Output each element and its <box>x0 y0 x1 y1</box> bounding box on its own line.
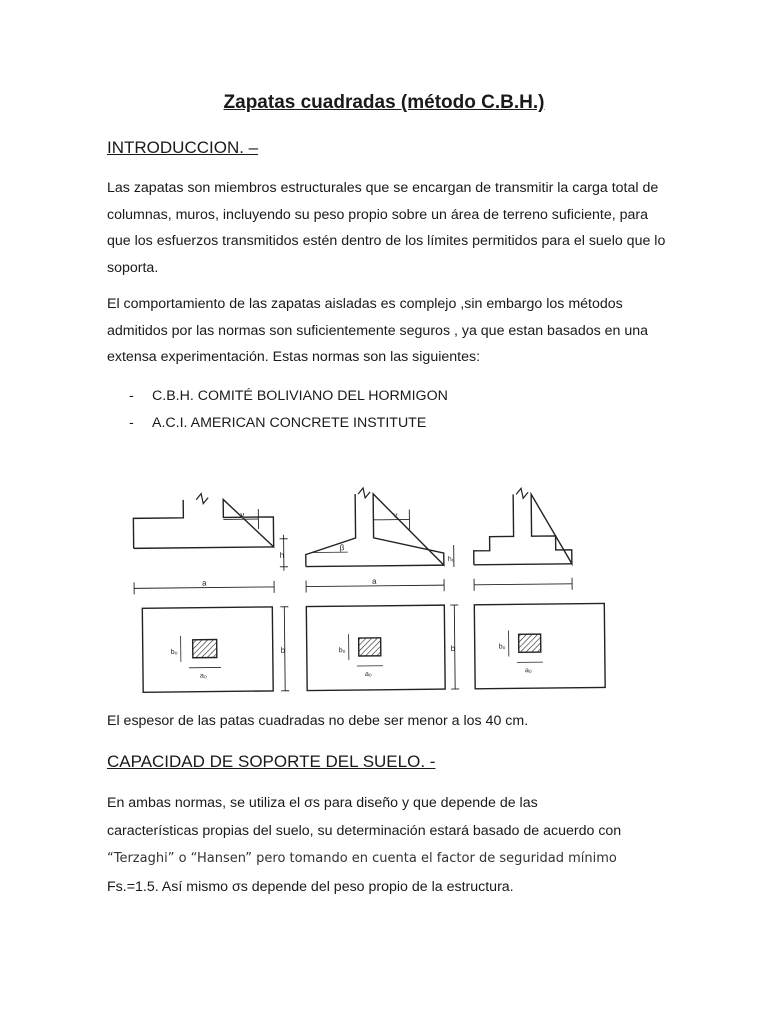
column-2-section <box>359 638 381 656</box>
norm-item: - A.C.I. AMERICAN CONCRETE INSTITUTE <box>129 415 427 431</box>
footing-1-elevation <box>133 499 273 548</box>
intro-paragraph: Las zapatas son miembros estructurales que se encargan de transmitir la carga total de columnas, muros, incluyendo su peso propio sobre un área de terreno suficiente, para que los esfuerzos transmitidos estén dentro de los límites permitidos para el suelo que lo soporta. <box>107 180 666 276</box>
label-a0-1: a₀ <box>199 672 207 680</box>
capacity-line: características propias del suelo, su determinación estará basado de acuerdo con <box>107 823 622 839</box>
thickness-note: El espesor de las patas cuadradas no debe ser menor a los 40 cm. <box>107 713 529 729</box>
norm-item: - C.B.H. COMITÉ BOLIVIANO DEL HORMIGON <box>129 388 448 404</box>
column-3-section <box>519 634 541 652</box>
break-mark-icon <box>516 488 528 498</box>
label-beta: β <box>339 543 345 553</box>
label-b0-3: b₀ <box>498 643 506 651</box>
footing-diagrams-figure <box>103 455 617 698</box>
capacity-paragraph <box>107 790 667 902</box>
label-b0-1: b₀ <box>170 648 178 656</box>
label-v-1: v <box>240 510 245 520</box>
label-h-1: h <box>279 550 285 560</box>
label-b-2: b <box>450 644 456 654</box>
norm-item-label: C.B.H. COMITÉ BOLIVIANO DEL HORMIGON <box>152 388 448 404</box>
norm-item-label: A.C.I. AMERICAN CONCRETE INSTITUTE <box>152 415 427 431</box>
break-mark-icon <box>358 488 370 498</box>
footing-2-elevation <box>305 493 444 566</box>
footing-rectangular <box>133 493 289 693</box>
footing-3-elevation <box>473 494 572 565</box>
footing-sloped <box>305 487 459 691</box>
capacity-line: Fs.=1.5. Así mismo σs depende del peso propio de la estructura. <box>107 879 514 895</box>
label-b0-2: b₀ <box>338 647 346 655</box>
label-a0-3: a₀ <box>524 667 532 675</box>
label-a0-2: a₀ <box>364 670 372 678</box>
footing-diagrams-svg <box>103 455 617 698</box>
label-a-1: a <box>202 578 207 588</box>
label-b-1: b <box>280 645 286 655</box>
capacity-heading: CAPACIDAD DE SOPORTE DEL SUELO. - <box>107 752 436 771</box>
label-h0-2: h₀ <box>447 556 455 564</box>
label-a-2: a <box>371 576 377 586</box>
column-1-section <box>193 640 217 658</box>
document-title: Zapatas cuadradas (método C.B.H.) <box>223 92 545 113</box>
capacity-line: En ambas normas, se utiliza el σs para diseño y que depende de las <box>107 795 538 811</box>
footing-1-base <box>134 547 274 548</box>
norms-list <box>107 383 448 437</box>
label-v-2: v <box>393 510 398 520</box>
behavior-paragraph: El comportamiento de las zapatas aisladas es complejo ,sin embargo los métodos admitidos por las normas son suficientemente seguros , ya que estan basados en una extensa experimentación. Estas normas son las siguientes: <box>107 296 649 365</box>
break-mark-icon <box>196 494 208 504</box>
footing-stepped <box>473 487 605 688</box>
capacity-line: “Terzaghi” o “Hansen” pero tomando en cuenta el factor de seguridad mínimo <box>107 851 617 866</box>
intro-heading: INTRODUCCION. – <box>107 138 259 157</box>
